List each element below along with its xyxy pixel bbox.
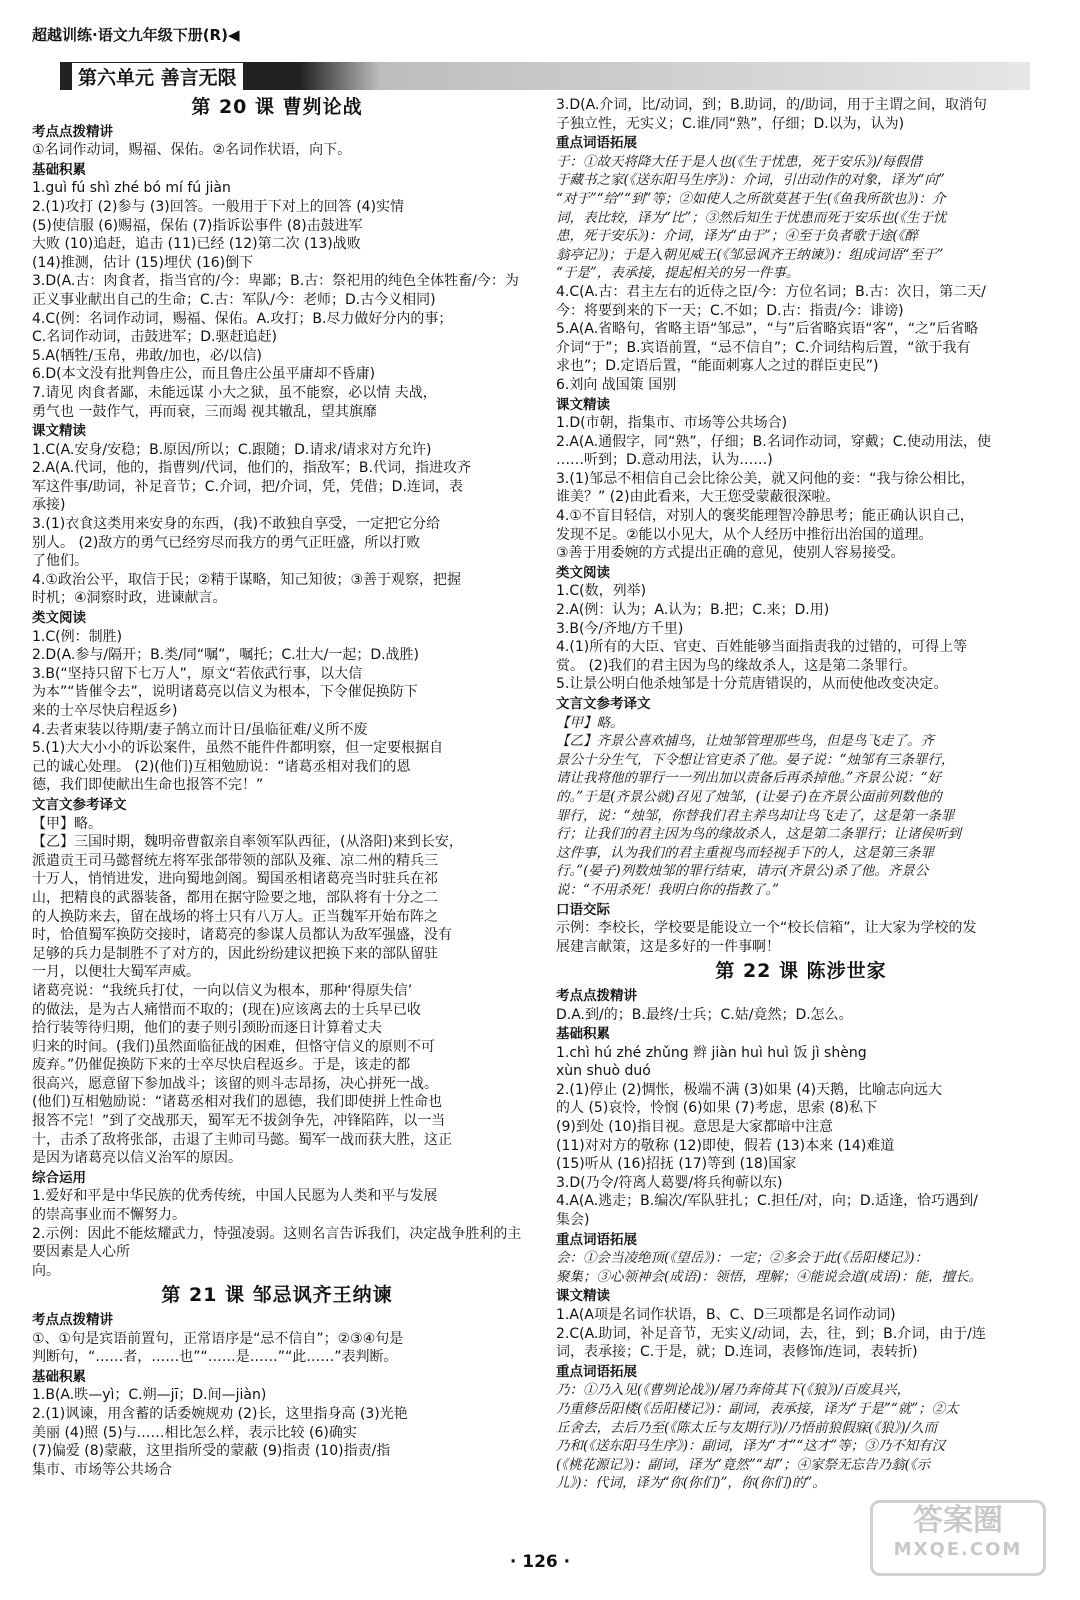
section-heading: 文言文参考译文 [556, 696, 651, 712]
text-line: 2.A(A.通假字，同“熟”，仔细；B.名词作动词，穿戴；C.使动用法，使 [556, 433, 991, 450]
text-line: 谁美？” (2)由此看来，大王您受蒙蔽很深啦。 [556, 489, 840, 506]
text-line: 6.刘向 战国策 国别 [556, 376, 677, 393]
text-line: 2.(1)停止 (2)惆怅，极端不满 (3)如果 (4)天鹅，比喻志向远大 [556, 1081, 943, 1098]
text-line: (11)对对方的敬称 (12)即使，假若 (13)本来 (14)难道 [556, 1137, 895, 1154]
section-heading: 类文阅读 [32, 610, 86, 627]
text-line: 求也”；D.定语后置，“能面刺寡人之过的群臣吏民”) [556, 358, 879, 375]
text-line: 1.C(A.安身/安稳；B.原因/所以；C.跟随；D.请求/请求对方允许) [32, 441, 432, 458]
book-header: 超越训练·语文九年级下册(R)◀ [32, 26, 240, 44]
text-line: 【乙】三国时期，魏明帝曹叡亲自率领军队西征，(从洛阳)来到长安， [32, 834, 463, 851]
text-line: 时，恰值蜀军换防交接时，诸葛亮的参谋人员都认为敌军强盛，没有 [32, 927, 452, 944]
page-number: · 126 · [509, 1552, 571, 1572]
section-heading: 基础积累 [32, 1368, 86, 1385]
text-line: 集会) [556, 1212, 590, 1229]
text-line: 足够的兵力是制胜不了对方的，因此纷纷建议把换下来的部队留驻 [32, 945, 438, 962]
text-line: 来的士卒尽快启程返乡) [32, 703, 178, 719]
text-line: 大败 (10)追赶，追击 (11)已经 (12)第二次 (13)战败 [32, 236, 361, 253]
section-heading: 考点点拨精讲 [32, 1312, 113, 1328]
section-heading: 口语交际 [556, 901, 610, 918]
text-line: (9)到处 (10)指目视。意思是大家都暗中注意 [556, 1119, 834, 1136]
text-line: 废弃。”仍催促换防下来的士卒尽快启程返乡。于是，该走的都 [32, 1057, 411, 1074]
text-line: 4.①不盲目轻信，对别人的褒奖能理智冷静思考；能正确认识自己， [556, 508, 974, 525]
text-line: (15)听从 (16)招抚 (17)等到 (18)国家 [556, 1156, 797, 1173]
text-line: 1.A(A项是名词作状语，B、C、D三项都是名词作动词) [556, 1307, 896, 1323]
text-line: 派遣贡王司马懿督统左将军张郃带领的部队及雍、凉二州的精兵三 [32, 852, 438, 869]
text-line: 3.D(A.古：肉食者，指当官的/今：卑鄙；B.古：祭祀用的纯色全体牲畜/今：为 [32, 273, 519, 290]
text-line: 判断句，“……者，……也”“……是……”“此……”表判断。 [32, 1349, 398, 1366]
text-line: 行。”(晏子)列数烛邹的罪行结束，请示(齐景公)杀了他。齐景公 [556, 863, 929, 880]
text-line: 报答不完！”到了交战那天，蜀军无不拔剑争先，冲锋陷阵，以一当 [32, 1113, 446, 1130]
right-sections-body [556, 134, 1046, 956]
text-line: 2.D(A.参与/隔开；B.类/同“嘱”，嘱托；C.壮大/一起；D.战胜) [32, 647, 420, 664]
text-line: 6.D(本文没有批判鲁庄公，而且鲁庄公虽平庸却不昏庸) [32, 366, 376, 383]
text-line: 很高兴，愿意留下参加战斗；该留的则斗志昂扬，决心拼死一战。 [32, 1075, 438, 1092]
text-line: 别人。 (2)敌方的勇气已经穷尽而我方的勇气正旺盛，所以打败 [32, 534, 421, 551]
lesson-22-body [556, 987, 1046, 1493]
text-line: 示例：李校长，学校要是能设立一个“校长信箱”，让大家为学校的发 [556, 920, 977, 937]
text-line: 4.去者束装以待期/妻子鹄立而计日/虽临征难/义所不废 [32, 721, 368, 738]
text-line: 的人 (5)哀怜，怜悯 (6)如果 (7)考虑，思索 (8)私下 [556, 1100, 878, 1117]
section-heading: 课文精读 [556, 396, 610, 413]
text-line: 于：①故天将降大任于是人也(《生于忧患，死于安乐》)/每假借 [556, 153, 923, 170]
text-line: 3.D(A.介词，比/动词，到；B.助词，的/助词，用于主谓之间，取消句 [556, 97, 987, 113]
text-line: 1.C(数，列举) [556, 583, 647, 600]
text-line: 【甲】略。 [32, 815, 102, 832]
text-line: 2.示例：因此不能炫耀武力，恃强凌弱。这则名言告诉我们，决定战争胜利的主要因素是人心所 [32, 1225, 522, 1261]
text-line: 丘舍去，去后乃至(《陈太丘与友期行》)/乃悟前狼假寐(《狼》)/久而 [556, 1419, 938, 1436]
text-line: 【甲】略。 [556, 714, 624, 731]
lesson-21-body [32, 1311, 522, 1479]
text-line: 罪行，说：“烛邹，你替我们君主养鸟却让鸟飞走了，这是第一条罪 [556, 807, 955, 824]
text-line: 的人换防来去，留在战场的将士只有八万人。正当魏军开始布阵之 [32, 908, 438, 925]
text-line: “对于”“给”“到”等；②如使人之所欲莫甚于生(《鱼我所欲也》)：介 [556, 190, 946, 207]
section-heading: 考点点拨精讲 [32, 123, 113, 140]
text-line: 介词“于”；B.宾语前置，“忌不信自”；C.介词结构后置，“欲于我有 [556, 339, 971, 356]
text-line: 为本”“皆催令去”，说明诸葛亮以信义为根本，下令催促换防下 [32, 684, 418, 701]
text-line: 美丽 (4)照 (5)与……相比怎么样，表示比较 (6)确实 [32, 1424, 357, 1441]
text-line: 十万人，悄悄进发，进向蜀地剑阁。蜀国丞相诸葛亮当时驻兵在祁 [32, 871, 438, 888]
lesson-22-title: 第 22 课 陈涉世家 [715, 960, 887, 983]
text-line: 1.B(A.昳—yì；C.朔—jī；D.间—jiàn) [32, 1387, 267, 1404]
text-line: 发现不足。②能以小见大，从个人经历中推衍出治国的道理。 [556, 526, 933, 543]
text-line: 5.A(牺牲/玉帛，弗敢/加也，必/以信) [32, 347, 263, 364]
section-heading: 文言文参考译文 [32, 796, 127, 813]
section-heading: 综合运用 [32, 1169, 86, 1186]
text-line: C.名词作动词，击鼓进军；D.驱赶追赶) [32, 329, 277, 346]
text-line: ……听到；D.意动用法，认为……) [556, 452, 773, 469]
text-line: D.A.到/的；B.最终/士兵；C.姑/竟然；D.怎么。 [556, 1006, 853, 1023]
text-line: xùn shuò duó [556, 1063, 651, 1080]
text-line: 3.B(“坚持只留下七万人”，原文“若依武行事，以大信 [32, 665, 363, 682]
text-line: (他们)互相勉励说：“诸葛丞相对我们的恩德，我们即使拼上性命也 [32, 1094, 443, 1111]
text-line: 【乙】齐景公喜欢捕鸟，让烛邹管理那些鸟，但是鸟飞走了。齐 [556, 733, 934, 750]
text-line: ①名词作动词，赐福、保佑。②名词作状语，向下。 [32, 142, 352, 159]
text-line: 勇气也 一鼓作气，再而衰，三而竭 视其辙乱，望其旗靡 [32, 403, 377, 420]
section-heading: 课文精读 [556, 1288, 610, 1305]
text-line: 的。”于是(齐景公就)召见了烛邹，(让晏子)在齐景公面前列数他的 [556, 788, 942, 805]
watermark-top: 答案圈 [913, 1503, 1003, 1538]
text-line: 4.①政治公平，取信于民；②精于谋略，知己知彼；③善于观察，把握 [32, 571, 462, 588]
lesson-21-title: 第 21 课 邹忌讽齐王纳谏 [161, 1284, 393, 1307]
text-line: ①、①句是宾语前置句，正常语序是“忌不信自”；②③④句是 [32, 1330, 404, 1347]
section-heading: 重点词语拓展 [556, 135, 637, 152]
text-line: 子独立性，无实义；C.谁/同“熟”，仔细；D.以为，认为) [556, 115, 905, 132]
text-line: 己的诚心处理。 (2)(他们)互相勉励说：“诸葛丞相对我们的恩 [32, 758, 411, 775]
text-line: 儿》)：代词，译为“你(你们)”，你(你们)的”。 [556, 1475, 826, 1492]
text-line: 4.A(A.逃走；B.编次/军队驻扎；C.担任/对，向；D.适逢，恰巧遇到/ [556, 1193, 978, 1210]
text-line: 军这件事/助词，补足音节；C.介词，把/介词，凭，凭借；D.连词，表 [32, 478, 463, 495]
text-line: 5.让景公明白他杀烛邹是十分荒唐错误的，从而使他改变决定。 [556, 676, 948, 693]
text-line: 这件事，认为我们的君主重视鸟而轻视手下的人，这是第三条罪 [556, 844, 934, 861]
text-line: 正义事业献出自己的生命；C.古：军队/今：老师；D.古今义相同) [32, 291, 436, 308]
text-line: 7.请见 肉食者鄙，未能远谋 小大之狱，虽不能察，必以情 夫战， [32, 384, 437, 401]
text-line: 3.D(乃令/符离人葛婴/将兵徇蕲以东) [556, 1174, 783, 1191]
text-line: 乃和(《送东阳马生序》)：副词，译为“才”“这才”等；③乃不知有汉 [556, 1438, 946, 1455]
text-line: 归来的时间。(我们)虽然面临征战的困难，但恪守信义的原则不可 [32, 1038, 435, 1055]
text-line: 赏。 (2)我们的君主因为鸟的缘故杀人，这是第二条罪行。 [556, 657, 917, 674]
text-line: 的做法，是为古人痛惜而不取的；(现在)应该离去的士兵早已收 [32, 1001, 421, 1018]
text-line: 2.A(例：认为；A.认为；B.把；C.来；D.用) [556, 602, 830, 619]
text-line: 今：将要到来的下一天；C.不如；D.古：指责/今：诽谤) [556, 302, 904, 319]
text-line: 向。 [32, 1262, 60, 1279]
section-heading: 类文阅读 [556, 564, 610, 581]
unit-title: 第六单元 善言无限 [72, 63, 243, 90]
text-line: (《桃花源记》)：副词，译为“竟然”“却”；④家祭无忘告乃翁(《示 [556, 1456, 931, 1473]
section-heading: 重点词语拓展 [556, 1231, 637, 1248]
section-heading: 基础积累 [556, 1026, 610, 1043]
section-heading: 基础积累 [32, 161, 86, 178]
text-line: 承接) [32, 497, 66, 514]
lesson-20-body [32, 123, 522, 1281]
text-line: 于藏书之家(《送东阳马生序》)：介词，引出动作的对象，译为“向” [556, 172, 945, 189]
text-line: 拾行装等待归期，他们的妻子则引颈盼而逐日计算着丈夫 [32, 1020, 382, 1037]
text-line: 1.chì hú zhé zhǔng 辫 jiàn huì huì 饭 jì shèng [556, 1044, 867, 1061]
text-line: 一月，以便壮大蜀军声威。 [32, 964, 200, 981]
text-line: 乃：①乃入见(《曹刿论战》)/屠乃奔倚其下(《狼》)/百废具兴， [556, 1382, 911, 1399]
text-line: (14)推测，估计 (15)埋伏 (16)倒下 [32, 254, 254, 271]
text-line: 翁亭记》)；于是入朝见威王(《邹忌讽齐王纳谏》)：组成词语“至于” [556, 246, 944, 263]
watermark-bottom: MXQE.COM [893, 1539, 1023, 1560]
text-line: 2.C(A.助词，补足音节，无实义/动词，去，往，到；B.介词，由于/连 [556, 1325, 986, 1342]
text-line: 4.C(A.古：君主左右的近侍之臣/今：方位名词；B.古：次日，第二天/ [556, 283, 986, 300]
lesson-20-title: 第 20 课 曹刿论战 [191, 96, 363, 118]
text-line: 了他们。 [32, 553, 88, 570]
right-top-body [556, 96, 1046, 133]
text-line: 5.(1)大大小小的诉讼案件，虽然不能件件都明察，但一定要根据自 [32, 740, 444, 757]
section-heading: 考点点拨精讲 [556, 987, 637, 1004]
text-line: 2.(1)攻打 (2)参与 (3)回答。一般用于下对上的回答 (4)实情 [32, 198, 405, 215]
text-line: ③善于用委婉的方式提出正确的意见，使别人容易接受。 [556, 545, 905, 562]
text-line: 乃重修岳阳楼(《岳阳楼记》)：副词，表承接，译为“于是”“就”；②太 [556, 1400, 959, 1417]
text-line: “于是”，表承接，提起相关的另一件事。 [556, 265, 800, 282]
text-line: 1.爱好和平是中华民族的优秀传统，中国人民愿为人类和平与发展 [32, 1188, 438, 1205]
text-line: 时机；④洞察时政，进谏献言。 [32, 590, 227, 607]
text-line: 展建言献策，这是多好的一件事啊！ [556, 938, 780, 955]
text-line: 1.guì fú shì zhé bó mí fú jiàn [32, 180, 231, 197]
text-line: 1.C(例：制胜) [32, 628, 123, 645]
text-line: 的崇高事业而不懈努力。 [32, 1207, 186, 1224]
section-heading: 重点词语拓展 [556, 1363, 637, 1380]
left-column [32, 96, 522, 1479]
text-line: 会：①会当凌绝顶(《望岳》)：一定；②多会于此(《岳阳楼记》)： [556, 1250, 929, 1267]
text-line: 5.A(A.省略句，省略主语“邹忌”，“与”后省略宾语“客”，“之”后省略 [556, 321, 979, 338]
text-line: 景公十分生气，下令想让官吏杀了他。晏子说：“烛邹有三条罪行， [556, 751, 955, 768]
section-heading: 课文精读 [32, 423, 86, 440]
text-line: 2.(1)讽谏，用含蓄的话委婉规劝 (2)长，这里指身高 (3)光艳 [32, 1405, 408, 1422]
right-column [556, 96, 1046, 1493]
text-line: 行；让我们的君主因为鸟的缘故杀人，这是第二条罪行；让诸侯听到 [556, 826, 961, 843]
text-line: 1.D(市朝，指集市、市场等公共场合) [556, 415, 788, 432]
text-line: 2.A(A.代词，他的，指曹刿/代词，他们的，指敌军；B.代词，指进攻齐 [32, 460, 471, 477]
text-line: (7)偏爱 (8)蒙蔽，这里指所受的蒙蔽 (9)指责 (10)指责/指 [32, 1443, 391, 1460]
text-line: 诸葛亮说：“我统兵打仗，一向以信义为根本，那种‘得原失信’ [32, 982, 413, 999]
text-line: 请让我将他的罪行一一列出加以责备后再杀掉他。”齐景公说：“好 [556, 770, 942, 787]
text-line: 是因为诸葛亮以信义治军的原因。 [32, 1150, 242, 1167]
text-line: 3.(1)衣食这类用来安身的东西，(我)不敢独自享受，一定把它分给 [32, 516, 441, 533]
text-line: 4.C(例：名词作动词，赐福、保佑。A.攻打；B.尽力做好分内的事； [32, 310, 453, 327]
text-line: 词，表承接；C.于是，就；D.连词，表修饰/连词，表转折) [556, 1344, 918, 1361]
text-line: 集市、市场等公共场合 [32, 1461, 172, 1478]
text-line: (5)使信服 (6)赐福，保佑 (7)指诉讼事件 (8)击鼓进军 [32, 217, 363, 234]
text-line: 山，把精良的武器装备，都用在据守险要之地，部队将有十分之二 [32, 889, 438, 906]
text-line: 说：“不用杀死！我明白你的指教了。” [556, 881, 780, 898]
text-line: 聚集；③心领神会(成语)：领悟，理解；④能说会道(成语)：能，擅长。 [556, 1268, 983, 1285]
text-line: 德，我们即使献出生命也报答不完！” [32, 777, 264, 794]
text-line: 十，击杀了敌将张郃，击退了主帅司马懿。蜀军一战而获大胜，这正 [32, 1131, 452, 1148]
text-line: 患，死于安乐》)：介词，译为“由于”；④至于负者歌于途(《醉 [556, 228, 918, 245]
text-line: 词，表比较，译为“比”；③然后知生于忧患而死于安乐也(《生于忧 [556, 209, 947, 226]
text-line: 3.(1)邹忌不相信自己会比徐公美，就又问他的妾：“我与徐公相比， [556, 470, 975, 487]
watermark-logo [870, 1500, 1046, 1576]
text-line: 4.(1)所有的大臣、官吏、百姓能够当面指责我的过错的，可得上等 [556, 639, 968, 656]
text-line: 3.B(今/齐地/方千里) [556, 620, 684, 637]
